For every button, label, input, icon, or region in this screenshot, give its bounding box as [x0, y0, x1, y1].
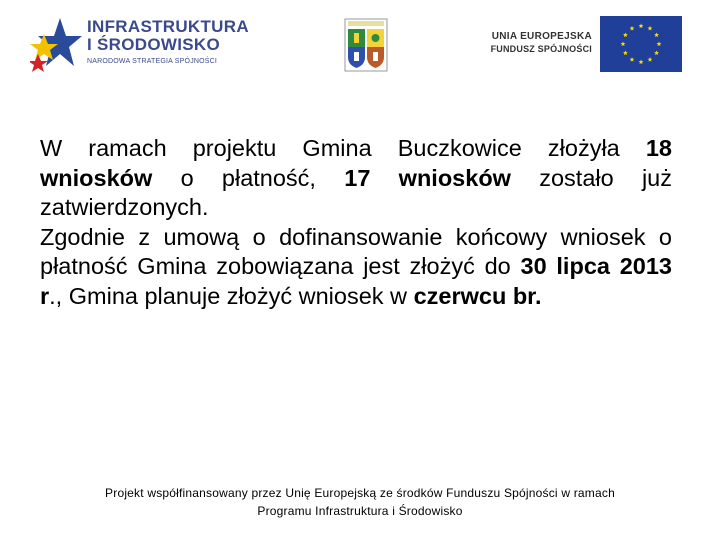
text-segment: o płatność, — [152, 164, 345, 191]
deadline-date: 30 lipca 2013 r — [40, 253, 672, 309]
logo-subtitle: NARODOWA STRATEGIA SPÓJNOŚCI — [87, 58, 218, 65]
text-segment: Zgodnie z umową o dofinansowanie końcowy wniosek o płatność Gmina zobowiązana jest złożyć do — [40, 223, 672, 279]
text-segment: ., Gmina planuje złożyć wniosek w — [49, 282, 414, 309]
main-text — [40, 134, 672, 311]
eu-fund-name: FUNDUSZ SPÓJNOŚCI — [490, 44, 592, 54]
paragraph-deadline — [40, 223, 672, 312]
logo-title-line2: I ŚRODOWISKO — [87, 35, 220, 54]
footer-line2: Programu Infrastruktura i Środowisko — [257, 504, 463, 518]
logo-title-line1: INFRASTRUKTURA — [87, 17, 249, 36]
eu-name: UNIA EUROPEJSKA — [491, 31, 592, 42]
planned-month: czerwcu br. — [413, 282, 542, 309]
coat-of-arms-icon — [344, 18, 388, 72]
eu-logo-text — [470, 30, 592, 56]
star-logo-icon — [30, 16, 82, 72]
paragraph-applications — [40, 134, 672, 223]
footer-line1: Projekt współfinansowany przez Unię Europejską ze środków Funduszu Spójności w ramach — [105, 486, 615, 500]
count-approved: 17 wniosków — [344, 164, 511, 191]
eu-flag-icon — [600, 16, 682, 72]
count-submitted: 18 wniosków — [40, 135, 672, 191]
text-segment: zostało już zatwierdzonych. — [40, 164, 672, 220]
text-segment: W ramach projektu Gmina Buczkowice złożyła — [40, 135, 620, 161]
footer-note — [18, 484, 702, 520]
infrastruktura-logo — [30, 14, 249, 76]
